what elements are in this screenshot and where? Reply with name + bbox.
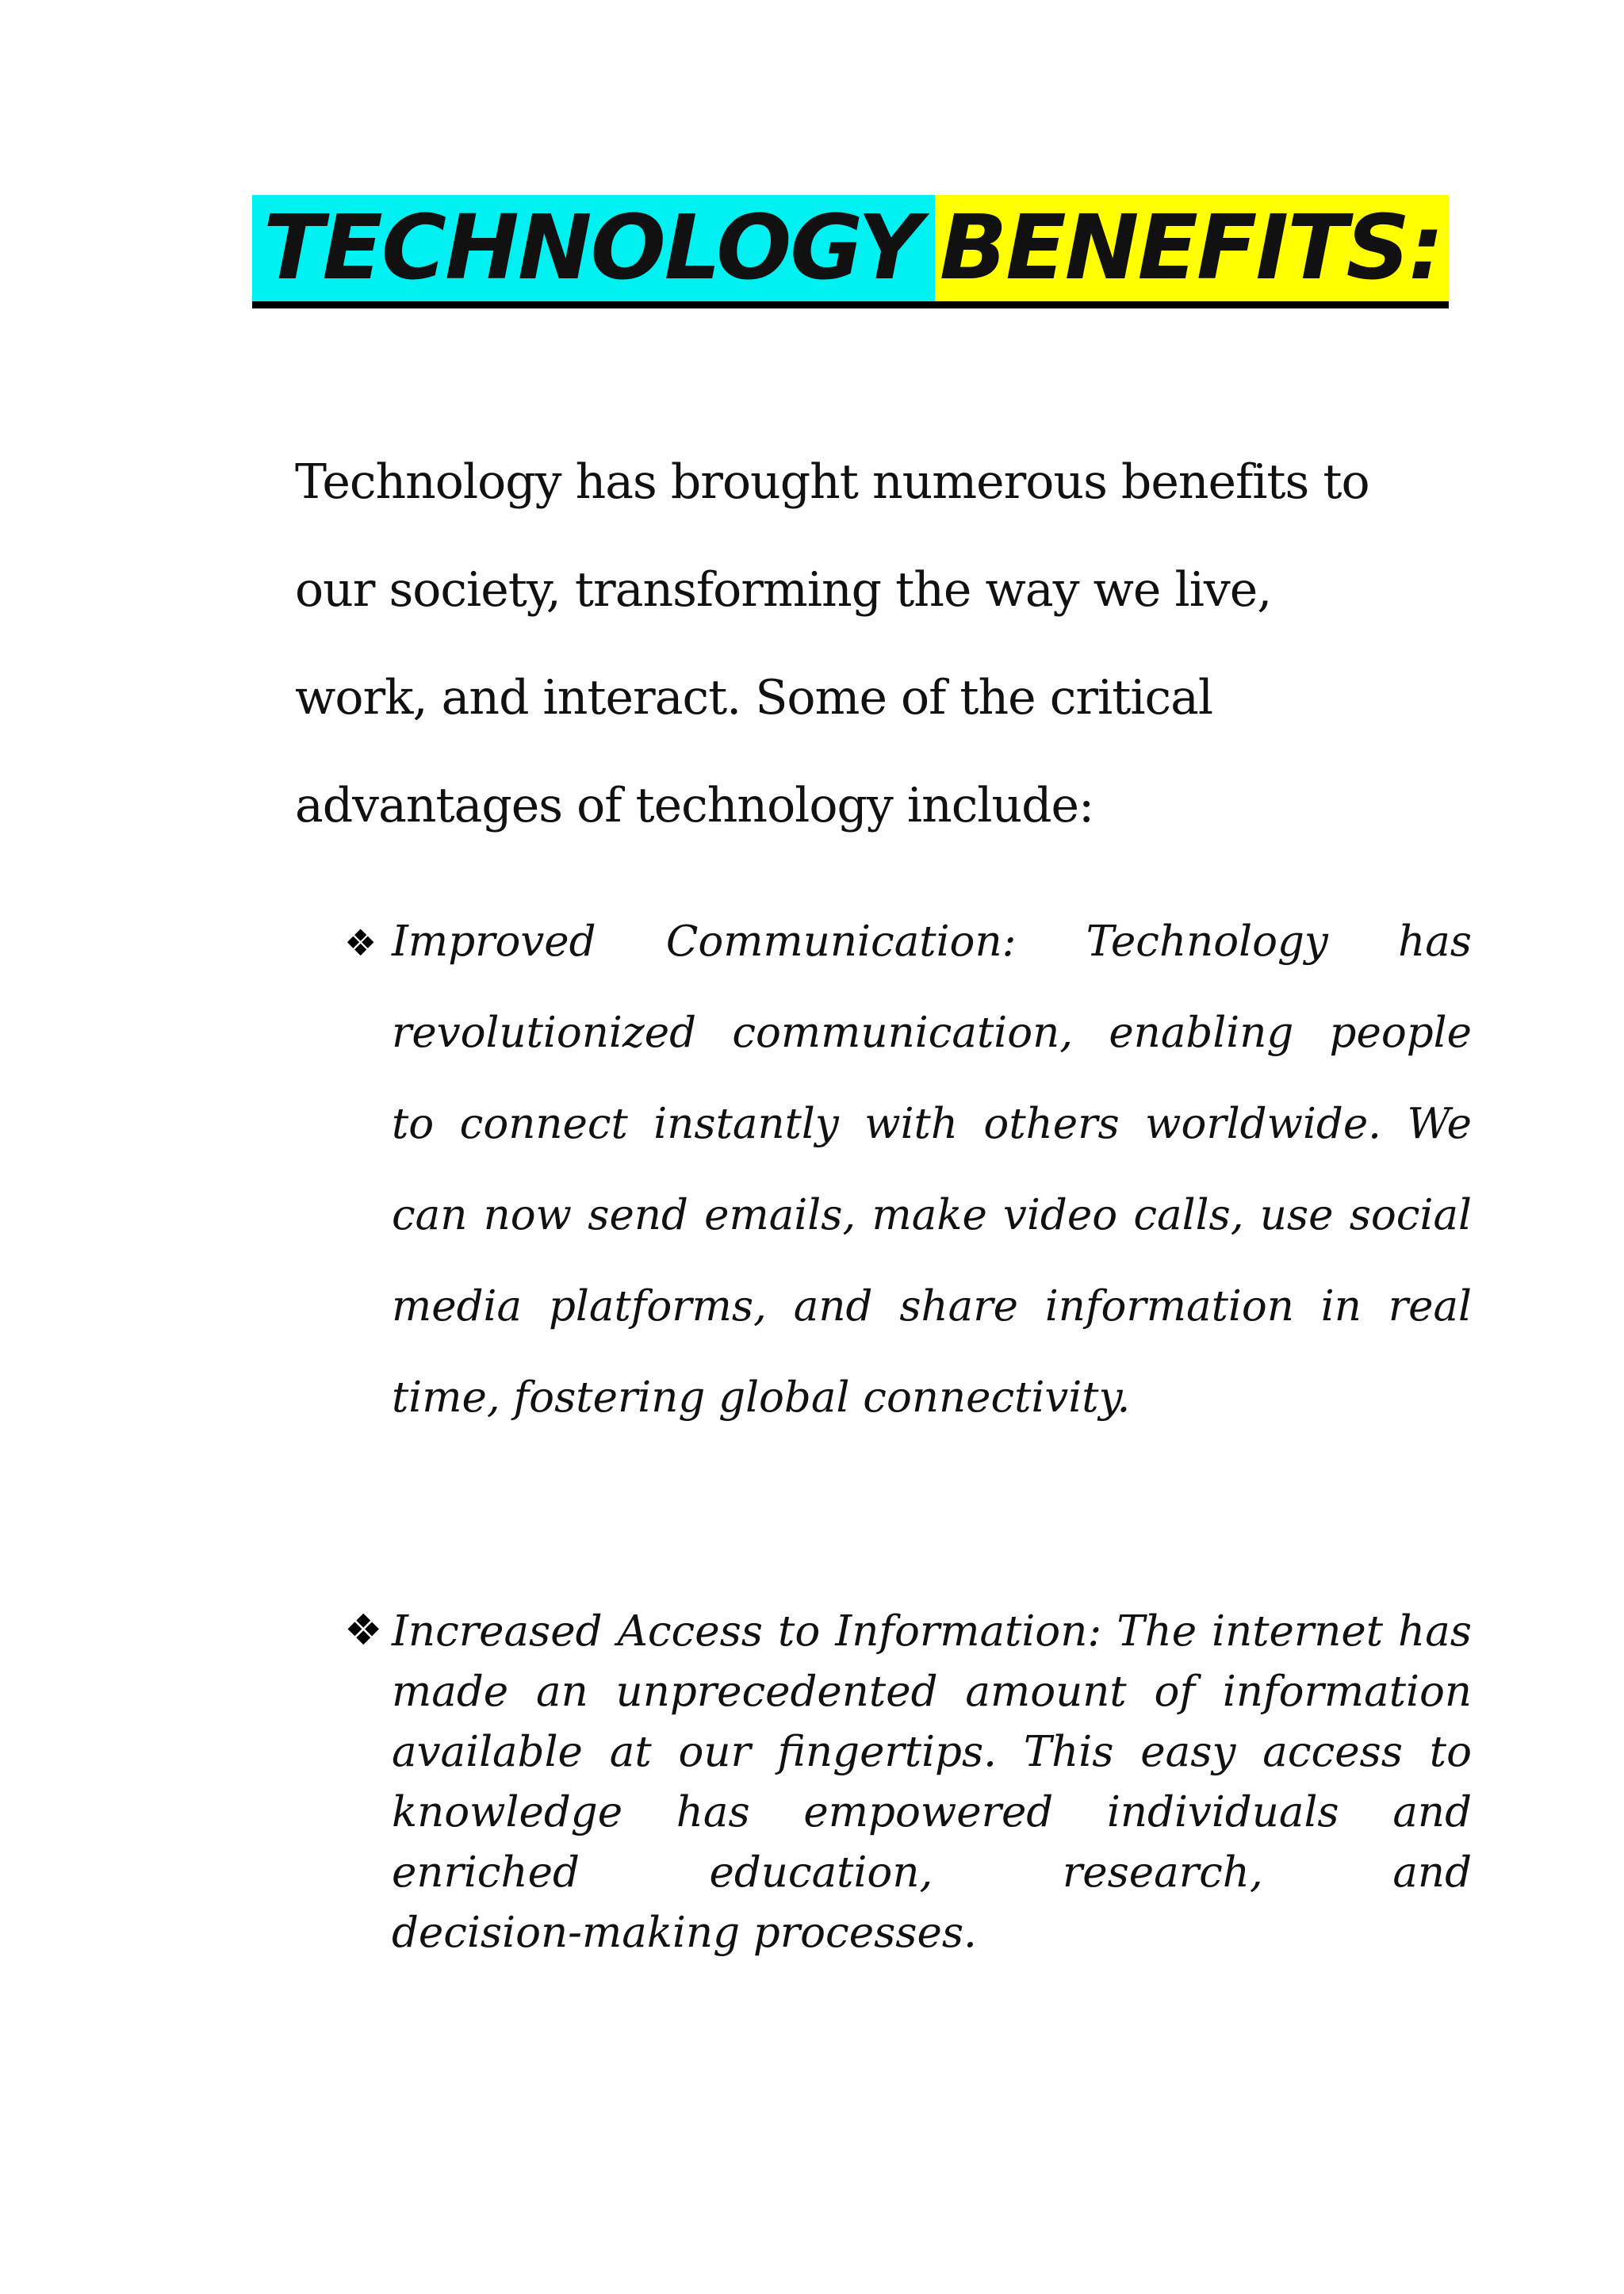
intro-line: our society, transforming the way we live,	[295, 562, 1272, 618]
title-word-benefits: BENEFITS:	[935, 195, 1449, 301]
title-word-technology: TECHNOLOGY	[252, 195, 935, 301]
benefit-line: Increased Access to Information: The internet has	[392, 1607, 1472, 1656]
benefit-line: enriched education, research, and	[392, 1848, 1472, 1897]
intro-line: advantages of technology include:	[295, 778, 1094, 833]
intro-line: Technology has brought numerous benefits to	[295, 454, 1369, 510]
benefit-line: decision-making processes.	[392, 1909, 977, 1957]
benefit-item-communication	[344, 896, 1472, 1443]
intro-paragraph	[295, 428, 1405, 860]
benefit-item-information	[344, 1602, 1472, 1963]
diamond-bullet-icon: ❖	[344, 1605, 383, 1655]
benefit-line: time, fostering global connectivity.	[392, 1373, 1131, 1422]
page-title	[252, 195, 1449, 308]
benefit-line: knowledge has empowered individuals and	[392, 1788, 1472, 1836]
diamond-bullet-icon: ❖	[344, 921, 377, 964]
benefit-line: revolutionized communication, enabling people	[392, 1009, 1472, 1057]
benefit-line: Improved Communication: Technology has	[392, 917, 1472, 966]
intro-line: work, and interact. Some of the critical	[295, 670, 1213, 726]
benefit-line: can now send emails, make video calls, use social	[392, 1191, 1472, 1239]
benefit-line: available at our fingertips. This easy access to	[392, 1728, 1472, 1776]
benefit-line: made an unprecedented amount of information	[392, 1668, 1472, 1716]
benefit-line: media platforms, and share information in real	[392, 1282, 1472, 1331]
benefit-line: to connect instantly with others worldwide. We	[392, 1100, 1472, 1148]
